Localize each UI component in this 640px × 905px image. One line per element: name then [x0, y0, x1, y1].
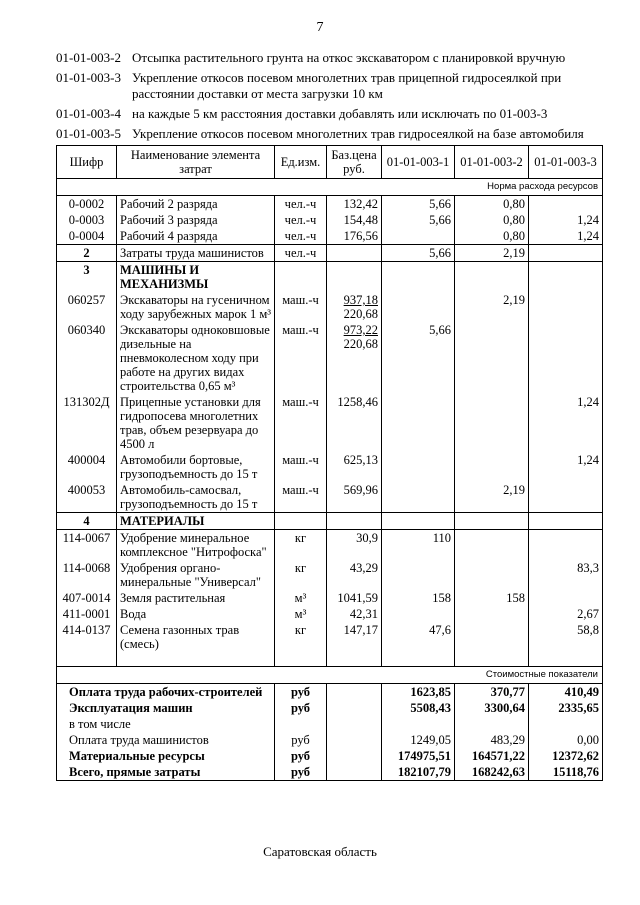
header-c1: 01-01-003-1 — [382, 146, 455, 179]
total-v1: 182107,79 — [382, 764, 455, 781]
cell-price: 147,17 — [327, 622, 382, 652]
cell-price — [327, 245, 382, 262]
total-unit: руб — [275, 764, 327, 781]
cell-code: 2 — [57, 245, 117, 262]
table-row — [57, 560, 603, 590]
table-row — [57, 394, 603, 452]
materials-section-row — [57, 513, 603, 530]
table-row — [57, 292, 603, 322]
cell-name: Прицепные установки для гидропосева многолетних трав, объем резервуара до 4500 л — [117, 394, 275, 452]
total-name: Всего, прямые затраты — [57, 764, 275, 781]
cell-name: Автомобиль-самосвал, грузоподъемность до 15 т — [117, 482, 275, 513]
cell-v3 — [529, 322, 603, 394]
total-name: Материальные ресурсы — [57, 748, 275, 764]
cell-v2: 2,19 — [455, 245, 529, 262]
cell-unit: чел.-ч — [275, 196, 327, 213]
cell-price: 30,9 — [327, 530, 382, 561]
cell-v1 — [382, 482, 455, 513]
cell-name: Рабочий 4 разряда — [117, 228, 275, 245]
total-name: Оплата труда рабочих-строителей — [57, 683, 275, 700]
total-unit: руб — [275, 748, 327, 764]
norm-label-row — [57, 179, 603, 196]
totals-row — [57, 716, 603, 732]
cell-v3: 58,8 — [529, 622, 603, 652]
cell-v1 — [382, 394, 455, 452]
total-v2: 483,29 — [455, 732, 529, 748]
cell-v2: 0,80 — [455, 212, 529, 228]
total-v3: 12372,62 — [529, 748, 603, 764]
total-v3: 15118,76 — [529, 764, 603, 781]
table-row — [57, 212, 603, 228]
total-v2: 168242,63 — [455, 764, 529, 781]
cell-price: 176,56 — [327, 228, 382, 245]
table-row — [57, 622, 603, 652]
cell-unit: маш.-ч — [275, 452, 327, 482]
machines-section-row — [57, 262, 603, 293]
cell-v1: 5,66 — [382, 245, 455, 262]
cell-v3: 1,24 — [529, 228, 603, 245]
cell-unit: маш.-ч — [275, 394, 327, 452]
cell-code: 114-0067 — [57, 530, 117, 561]
cell-v2: 2,19 — [455, 292, 529, 322]
intro-code: 01-01-003-2 — [56, 50, 121, 65]
table-row — [57, 322, 603, 394]
cell-v3: 1,24 — [529, 452, 603, 482]
cell-name: Экскаваторы на гусеничном ходу зарубежных марок 1 м³ — [117, 292, 275, 322]
page-number: 7 — [316, 20, 324, 35]
cell-v2: 0,80 — [455, 196, 529, 213]
totals-row — [57, 748, 603, 764]
cell-v3 — [529, 245, 603, 262]
intro-text: на каждые 5 км расстояния доставки добавлять или исключать по 01-003-3 — [132, 106, 548, 121]
table-row — [57, 228, 603, 245]
cell-v2: 2,19 — [455, 482, 529, 513]
cell-v1 — [382, 292, 455, 322]
total-v3: 0,00 — [529, 732, 603, 748]
cell-unit: кг — [275, 530, 327, 561]
intro-item — [56, 106, 596, 122]
table-row — [57, 196, 603, 213]
cell-price — [327, 322, 382, 394]
cell-unit: кг — [275, 560, 327, 590]
price-sub: 220,68 — [343, 337, 378, 351]
cell-v1 — [382, 560, 455, 590]
cell-v1: 47,6 — [382, 622, 455, 652]
cell-name: Удобрения органо-минеральные "Универсал" — [117, 560, 275, 590]
cell-unit: маш.-ч — [275, 482, 327, 513]
total-name: Эксплуатация машин — [57, 700, 275, 716]
cell-v2 — [455, 452, 529, 482]
cell-name: Затраты труда машинистов — [117, 245, 275, 262]
cell-v3 — [529, 590, 603, 606]
intro-item — [56, 70, 596, 102]
cell-code: 400004 — [57, 452, 117, 482]
cell-price: 569,96 — [327, 482, 382, 513]
intro-text: Укрепление откосов посевом многолетних трав прицепной гидросеялкой при расстоянии доставки от места загрузки 10 км — [132, 70, 562, 101]
cell-name: Земля растительная — [117, 590, 275, 606]
cell-v2 — [455, 394, 529, 452]
total-v2: 3300,64 — [455, 700, 529, 716]
intro-item — [56, 126, 596, 142]
total-v2 — [455, 716, 529, 732]
total-unit — [275, 716, 327, 732]
cell-v1 — [382, 228, 455, 245]
cell-unit: чел.-ч — [275, 228, 327, 245]
norm-label: Норма расхода ресурсов — [57, 179, 603, 196]
section-code: 4 — [57, 513, 117, 530]
cell-code: 060257 — [57, 292, 117, 322]
cell-v3: 2,67 — [529, 606, 603, 622]
cell-name: Рабочий 2 разряда — [117, 196, 275, 213]
cell-v3 — [529, 530, 603, 561]
cell-price: 1258,46 — [327, 394, 382, 452]
cell-price: 625,13 — [327, 452, 382, 482]
footer-region: Саратовская область — [263, 844, 377, 859]
total-unit: руб — [275, 683, 327, 700]
total-v1: 174975,51 — [382, 748, 455, 764]
total-v3: 2335,65 — [529, 700, 603, 716]
totals-row — [57, 683, 603, 700]
table-row — [57, 482, 603, 513]
table-row — [57, 590, 603, 606]
spacer-row — [57, 652, 603, 666]
cell-v1: 110 — [382, 530, 455, 561]
cell-price — [327, 292, 382, 322]
total-unit: руб — [275, 700, 327, 716]
cell-v3: 1,24 — [529, 394, 603, 452]
cell-name: Вода — [117, 606, 275, 622]
total-v2: 164571,22 — [455, 748, 529, 764]
cell-v2: 0,80 — [455, 228, 529, 245]
total-v3: 410,49 — [529, 683, 603, 700]
cell-v3: 83,3 — [529, 560, 603, 590]
cell-code: 060340 — [57, 322, 117, 394]
cell-code: 400053 — [57, 482, 117, 513]
header-price: Баз.цена руб. — [327, 146, 382, 179]
cell-v1: 5,66 — [382, 322, 455, 394]
cell-v3 — [529, 292, 603, 322]
total-v1: 1249,05 — [382, 732, 455, 748]
cell-code: 114-0068 — [57, 560, 117, 590]
total-name: в том числе — [57, 716, 275, 732]
total-v3 — [529, 716, 603, 732]
cell-unit: чел.-ч — [275, 212, 327, 228]
cell-v1 — [382, 606, 455, 622]
cell-unit: м³ — [275, 590, 327, 606]
cell-v3: 1,24 — [529, 212, 603, 228]
intro-text: Отсыпка растительного грунта на откос экскаватором с планировкой вручную — [132, 50, 566, 65]
price-sub: 220,68 — [343, 307, 378, 321]
cell-name: Автомобили бортовые, грузоподъемность до 15 т — [117, 452, 275, 482]
price-main: 973,22 — [343, 323, 378, 337]
total-v2: 370,77 — [455, 683, 529, 700]
cell-v1: 5,66 — [382, 196, 455, 213]
total-v1: 1623,85 — [382, 683, 455, 700]
cell-price: 42,31 — [327, 606, 382, 622]
cell-code: 131302Д — [57, 394, 117, 452]
cell-code: 0-0002 — [57, 196, 117, 213]
table-row — [57, 606, 603, 622]
section-title: МАТЕРИАЛЫ — [117, 513, 275, 530]
resource-table — [56, 145, 603, 781]
table-row — [57, 452, 603, 482]
cell-unit: маш.-ч — [275, 322, 327, 394]
header-c2: 01-01-003-2 — [455, 146, 529, 179]
cell-unit: маш.-ч — [275, 292, 327, 322]
cell-code: 0-0003 — [57, 212, 117, 228]
cell-name: Семена газонных трав (смесь) — [117, 622, 275, 652]
intro-code: 01-01-003-3 — [56, 70, 121, 85]
intro-list — [56, 50, 596, 146]
totals-row — [57, 700, 603, 716]
intro-code: 01-01-003-5 — [56, 126, 121, 141]
cell-price: 132,42 — [327, 196, 382, 213]
header-name: Наименование элемента затрат — [117, 146, 275, 179]
cell-price: 154,48 — [327, 212, 382, 228]
total-unit: руб — [275, 732, 327, 748]
cell-unit: кг — [275, 622, 327, 652]
cell-unit: чел.-ч — [275, 245, 327, 262]
intro-text: Укрепление откосов посевом многолетних трав гидросеялкой на базе автомобиля — [132, 126, 584, 141]
cell-code: 0-0004 — [57, 228, 117, 245]
cell-price: 43,29 — [327, 560, 382, 590]
section-code: 3 — [57, 262, 117, 293]
cell-v1 — [382, 452, 455, 482]
table-row — [57, 530, 603, 561]
total-v1: 5508,43 — [382, 700, 455, 716]
header-c3: 01-01-003-3 — [529, 146, 603, 179]
cell-v1: 158 — [382, 590, 455, 606]
totals-row — [57, 732, 603, 748]
cell-name: Экскаваторы одноковшовые дизельные на пневмоколесном ходу при работе на других видах строительства 0,65 м³ — [117, 322, 275, 394]
totals-row — [57, 764, 603, 781]
cell-v2 — [455, 322, 529, 394]
cell-v3 — [529, 482, 603, 513]
intro-item — [56, 50, 596, 66]
cell-unit: м³ — [275, 606, 327, 622]
cell-v2 — [455, 622, 529, 652]
cell-name: Удобрение минеральное комплексное "Нитрофоска" — [117, 530, 275, 561]
cell-v2 — [455, 606, 529, 622]
cell-v3 — [529, 196, 603, 213]
cell-name: Рабочий 3 разряда — [117, 212, 275, 228]
total-name: Оплата труда машинистов — [57, 732, 275, 748]
operators-row — [57, 245, 603, 262]
cell-v2: 158 — [455, 590, 529, 606]
cell-v2 — [455, 560, 529, 590]
cost-label-row — [57, 666, 603, 683]
cost-label: Стоимостные показатели — [57, 666, 603, 683]
cell-code: 414-0137 — [57, 622, 117, 652]
header-row — [57, 146, 603, 179]
cell-code: 411-0001 — [57, 606, 117, 622]
total-v1 — [382, 716, 455, 732]
cell-code: 407-0014 — [57, 590, 117, 606]
section-title: МАШИНЫ И МЕХАНИЗМЫ — [117, 262, 275, 293]
header-code: Шифр — [57, 146, 117, 179]
header-unit: Ед.изм. — [275, 146, 327, 179]
cell-price: 1041,59 — [327, 590, 382, 606]
intro-code: 01-01-003-4 — [56, 106, 121, 121]
price-main: 937,18 — [343, 293, 378, 307]
cell-v2 — [455, 530, 529, 561]
cell-v1: 5,66 — [382, 212, 455, 228]
